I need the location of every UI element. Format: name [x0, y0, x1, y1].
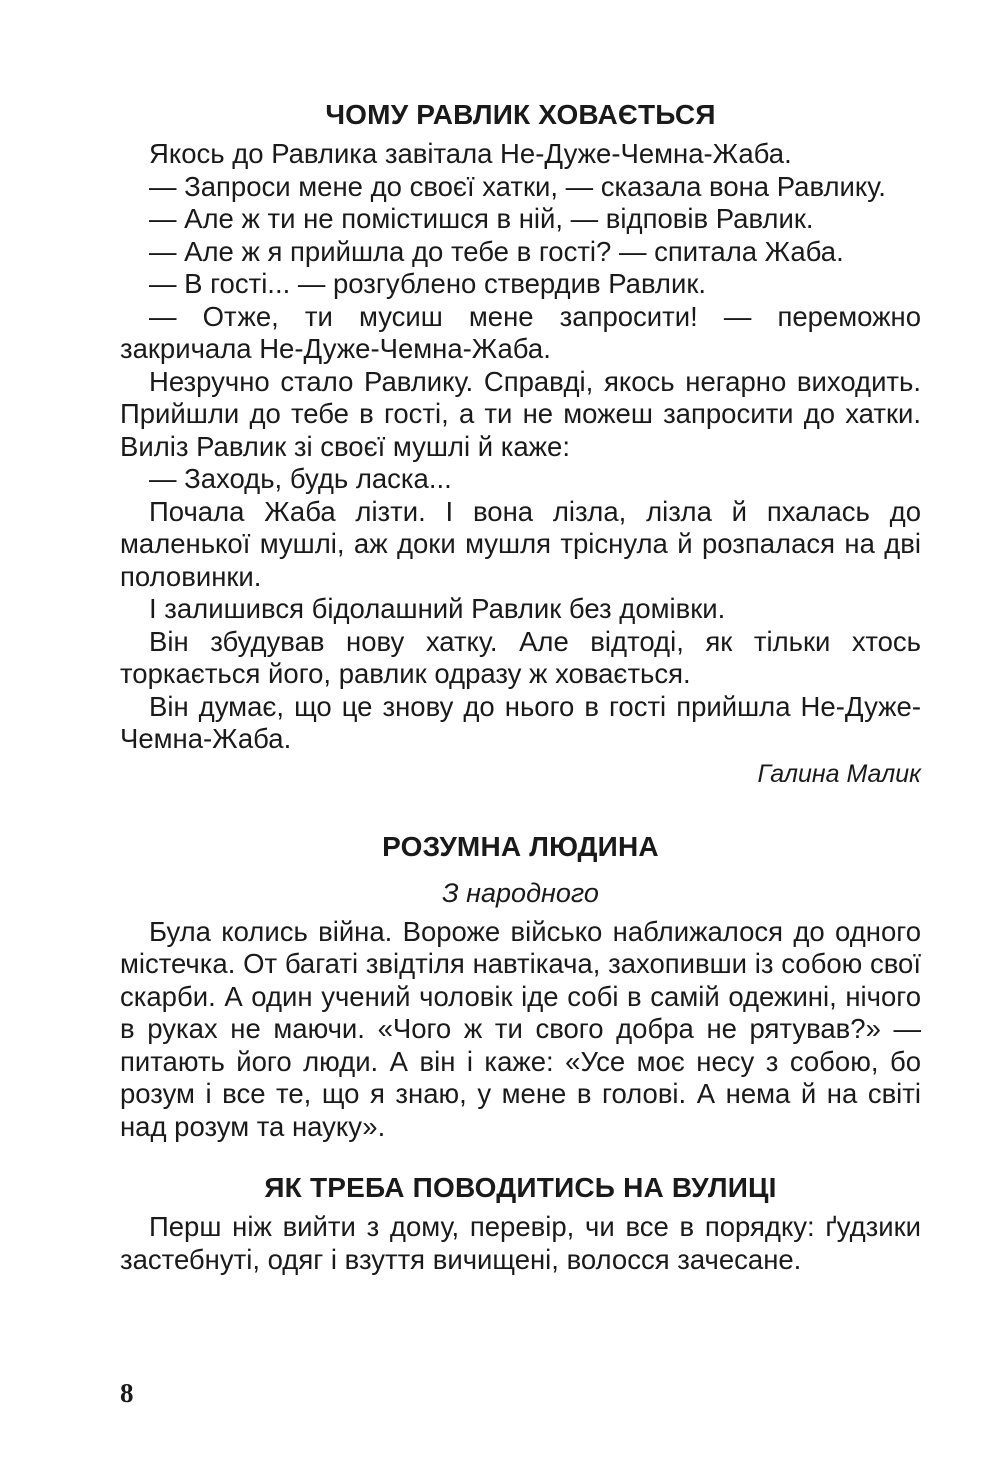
paragraph: — В гості... — розгублено ствердив Равлик. — [149, 268, 706, 299]
story-body — [120, 138, 921, 756]
paragraph: Він збудував нову хатку. Але відтоді, як тільки хтось торкається його, равлик одразу ж ховається. — [120, 625, 921, 689]
story-snail — [120, 92, 921, 790]
story-body — [120, 1211, 921, 1276]
story-author: Галина Малик — [757, 759, 921, 788]
section-spacer — [120, 1143, 921, 1165]
story-body — [120, 916, 921, 1144]
paragraph: — Заходь, будь ласка... — [149, 463, 452, 494]
paragraph: Почала Жаба лізти. І вона лізла, лізла й пхалась до маленької мушлі, аж доки мушля тріснула й розпалася на дві половинки. — [120, 495, 921, 592]
paragraph: Він думає, що це знову до нього в гості прийшла Не-Дуже-Чемна-Жаба. — [120, 690, 921, 754]
paragraph: — Запроси мене до своєї хатки, — сказала вона Равлику. — [149, 170, 886, 202]
section-spacer — [120, 790, 921, 824]
paragraph: Перш ніж вийти з дому, перевір, чи все в порядку: ґудзики застебнуті, одяг і взуття вичищені, волосся зачесане. — [120, 1211, 921, 1275]
paragraph: — Але ж я прийшла до тебе в гості? — спитала Жаба. — [149, 235, 844, 267]
story-title: РОЗУМНА ЛЮДИНА — [382, 830, 659, 862]
paragraph: — Але ж ти не помістишся в ній, — відповів Равлик. — [149, 203, 814, 234]
story-title: ЧОМУ РАВЛИК ХОВАЄТЬСЯ — [325, 99, 716, 130]
paragraph: Незручно стало Равлику. Справді, якось негарно виходить. Прийшли до тебе в гості, а ти не можеш запросити до хатки. Виліз Равлик зі своєї мушлі й каже: — [120, 365, 921, 462]
paragraph: — Отже, ти мусиш мене запросити! — переможно закричала Не-Дуже-Чемна-Жаба. — [120, 300, 921, 364]
paragraph: Була колись війна. Вороже військо наближалося до одного містечка. От багаті звідтіля навтікача, захопивши із собою свої скарби. А один учений чоловік іде собі в самій одежині, нічого в руках не маючи. «Чого ж ти свого добра не рятував?» — питають його люди. А він і каже: «Усе моє несу з собою, бо розум і все те, що я знаю, у мене в голові. А нема й на світі над розум та науку». — [120, 915, 921, 1142]
story-street-behavior — [120, 1165, 921, 1276]
page-content — [120, 92, 921, 1276]
paragraph: І залишився бідолашний Равлик без домівки. — [149, 593, 726, 624]
story-title: ЯК ТРЕБА ПОВОДИТИСЬ НА ВУЛИЦІ — [264, 1172, 777, 1203]
paragraph: Якось до Равлика завітала Не-Дуже-Чемна-Жаба. — [149, 138, 792, 169]
story-wise-man — [120, 824, 921, 1144]
page-number: 8 — [120, 1378, 134, 1408]
story-subtitle: З народного — [442, 877, 599, 908]
